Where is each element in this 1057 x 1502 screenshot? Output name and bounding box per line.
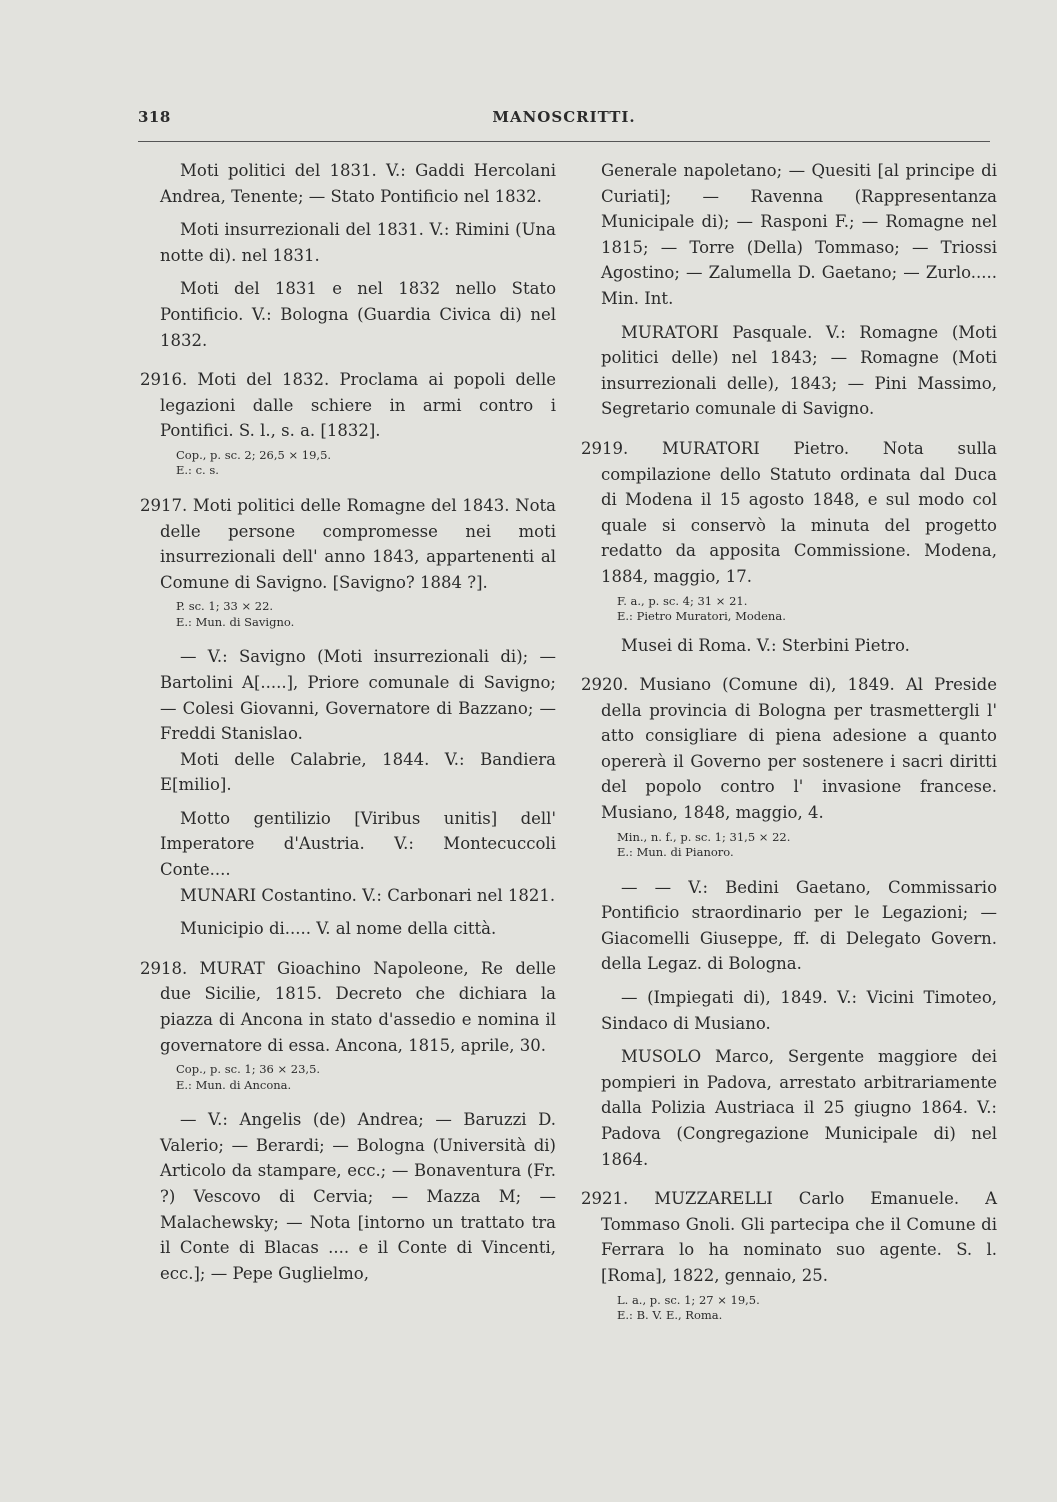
- entry-2918-note-2: E.: Mun. di Ancona.: [176, 1077, 292, 1092]
- entry-2917-note-1: P. sc. 1; 33 × 22.: [176, 599, 274, 614]
- entry-munari: MUNARI Costantino. V.: Carbonari nel 1821.: [180, 885, 556, 905]
- page-number: 318: [138, 108, 171, 126]
- entry-2916: 2916. Moti del 1832. Proclama ai popoli delle legazioni dalle schiere in armi contro i Pontifici. S. l., s. a. [1832].: [140, 370, 556, 441]
- entry-2918-note-1: Cop., p. sc. 1; 36 × 23,5.: [176, 1062, 321, 1077]
- entry-muratori-pasquale: MURATORI Pasquale. V.: Romagne (Moti politici delle) nel 1843; — Romagne (Moti insurrezionali delle), 1843; — Pini Massimo, Segretario comunale di Savigno.: [601, 322, 997, 419]
- entry-2920-note-1: Min., n. f., p. sc. 1; 31,5 × 22.: [617, 829, 791, 844]
- entry-2916-note-1: Cop., p. sc. 2; 26,5 × 19,5.: [176, 447, 332, 462]
- header-rule: [138, 141, 990, 142]
- entry-2919-note-2: E.: Pietro Muratori, Modena.: [617, 609, 786, 623]
- entry-moti-1831-1832: Moti del 1831 e nel 1832 nello Stato Pontificio. V.: Bologna (Guardia Civica di) nel 1832.: [160, 279, 556, 350]
- entry-motto-gentilizio: Motto gentilizio [Viribus unitis] dell' Imperatore d'Austria. V.: Montecuccoli Conte....: [160, 808, 556, 880]
- entry-murat-refs: — V.: Angelis (de) Andrea; — Baruzzi D. Valerio; — Berardi; — Bologna (Università di) Articolo da stampare, ecc.; — Bonaventura (Fr. ?) Vescovo di Cervia; — Mazza M; — Malachewsky; — Nota [intorno un trattato tra il Conte di Blacas .... e il Conte di Vincenti, ecc.]; — Pepe Guglielmo,: [160, 1110, 556, 1283]
- right-column: [581, 158, 997, 1324]
- running-title: MANOSCRITTI.: [492, 108, 636, 126]
- entry-2917: 2917. Moti politici delle Romagne del 1843. Nota delle persone compromesse nei moti insurrezionali dell' anno 1843, appartenenti al Comune di Savigno. [Savigno? 1884 ?].: [140, 495, 556, 592]
- entry-musiano-impiegati: — (Impiegati di), 1849. V.: Vicini Timoteo, Sindaco di Musiano.: [601, 988, 997, 1033]
- entry-2919-note-1: F. a., p. sc. 4; 31 × 21.: [617, 593, 748, 608]
- entry-moti-1831: Moti politici del 1831. V.: Gaddi Hercolani Andrea, Tenente; — Stato Pontificio nel 1832.: [160, 161, 556, 206]
- entry-2920-note-2: E.: Mun. di Pianoro.: [617, 845, 734, 860]
- left-column: [140, 158, 556, 1286]
- entry-musiano-refs: — — V.: Bedini Gaetano, Commissario Pontificio straordinario per le Legazioni; — Giacomelli Giuseppe, ff. di Delegato Govern. della Legaz. di Bologna.: [601, 877, 997, 974]
- entry-2918: 2918. MURAT Gioachino Napoleone, Re delle due Sicilie, 1815. Decreto che dichiara la piazza di Ancona in stato d'assedio e nomina il governatore di essa. Ancona, 1815, aprile, 30.: [140, 958, 556, 1055]
- entry-moti-insurrezionali-1831: Moti insurrezionali del 1831. V.: Rimini (Una notte di). nel 1831.: [160, 220, 556, 265]
- entry-2919: 2919. MURATORI Pietro. Nota sulla compilazione dello Statuto ordinata dal Duca di Modena il 15 agosto 1848, e sul modo col quale si conservò la minuta del progetto redatto da apposita Commissione. Modena, 1884, maggio, 17.: [581, 438, 997, 586]
- entry-2921-note-1: L. a., p. sc. 1; 27 × 19,5.: [617, 1292, 760, 1307]
- entry-musolo: MUSOLO Marco, Sergente maggiore dei pompieri in Padova, arrestato arbitrariamente dalla Polizia Austriaca il 25 giugno 1864. V.: Padova (Congregazione Municipale di) nel 1864.: [601, 1047, 997, 1169]
- entry-2921-note-2: E.: B. V. E., Roma.: [617, 1308, 723, 1323]
- entry-2921: 2921. MUZZARELLI Carlo Emanuele. A Tommaso Gnoli. Gli partecipa che il Comune di Ferrara lo ha nominato suo agente. S. l. [Roma], 1822, gennaio, 25.: [581, 1189, 997, 1285]
- entry-2916-note-2: E.: c. s.: [176, 463, 219, 478]
- entry-2920: 2920. Musiano (Comune di), 1849. Al Preside della provincia di Bologna per trasmettergli l' atto consigliare di piena adesione a quanto opererà il Governo per sostenere i sacri diritti del popolo contro l' invasione francese. Musiano, 1848, maggio, 4.: [581, 675, 997, 823]
- entry-2917-note-2: E.: Mun. di Savigno.: [176, 614, 295, 629]
- entry-municipio: Municipio di..... V. al nome della città.: [180, 919, 497, 939]
- entry-moti-calabrie: Moti delle Calabrie, 1844. V.: Bandiera E[milio].: [160, 749, 556, 795]
- entry-murat-refs-continued: Generale napoletano; — Quesiti [al principe di Curiati]; — Ravenna (Rappresentanza Municipale di); — Rasponi F.; — Romagne nel 1815; — Torre (Della) Tommaso; — Triossi Agostino; — Zalumella D. Gaetano; — Zurlo..... Min. Int.: [601, 161, 997, 308]
- page-header: [138, 108, 990, 132]
- entry-savigno-refs: — V.: Savigno (Moti insurrezionali di); — Bartolini A[.....], Priore comunale di Savigno; — Colesi Giovanni, Governatore di Bazzano; — Freddi Stanislao.: [160, 647, 556, 744]
- entry-musei-roma: Musei di Roma. V.: Sterbini Pietro.: [621, 635, 910, 655]
